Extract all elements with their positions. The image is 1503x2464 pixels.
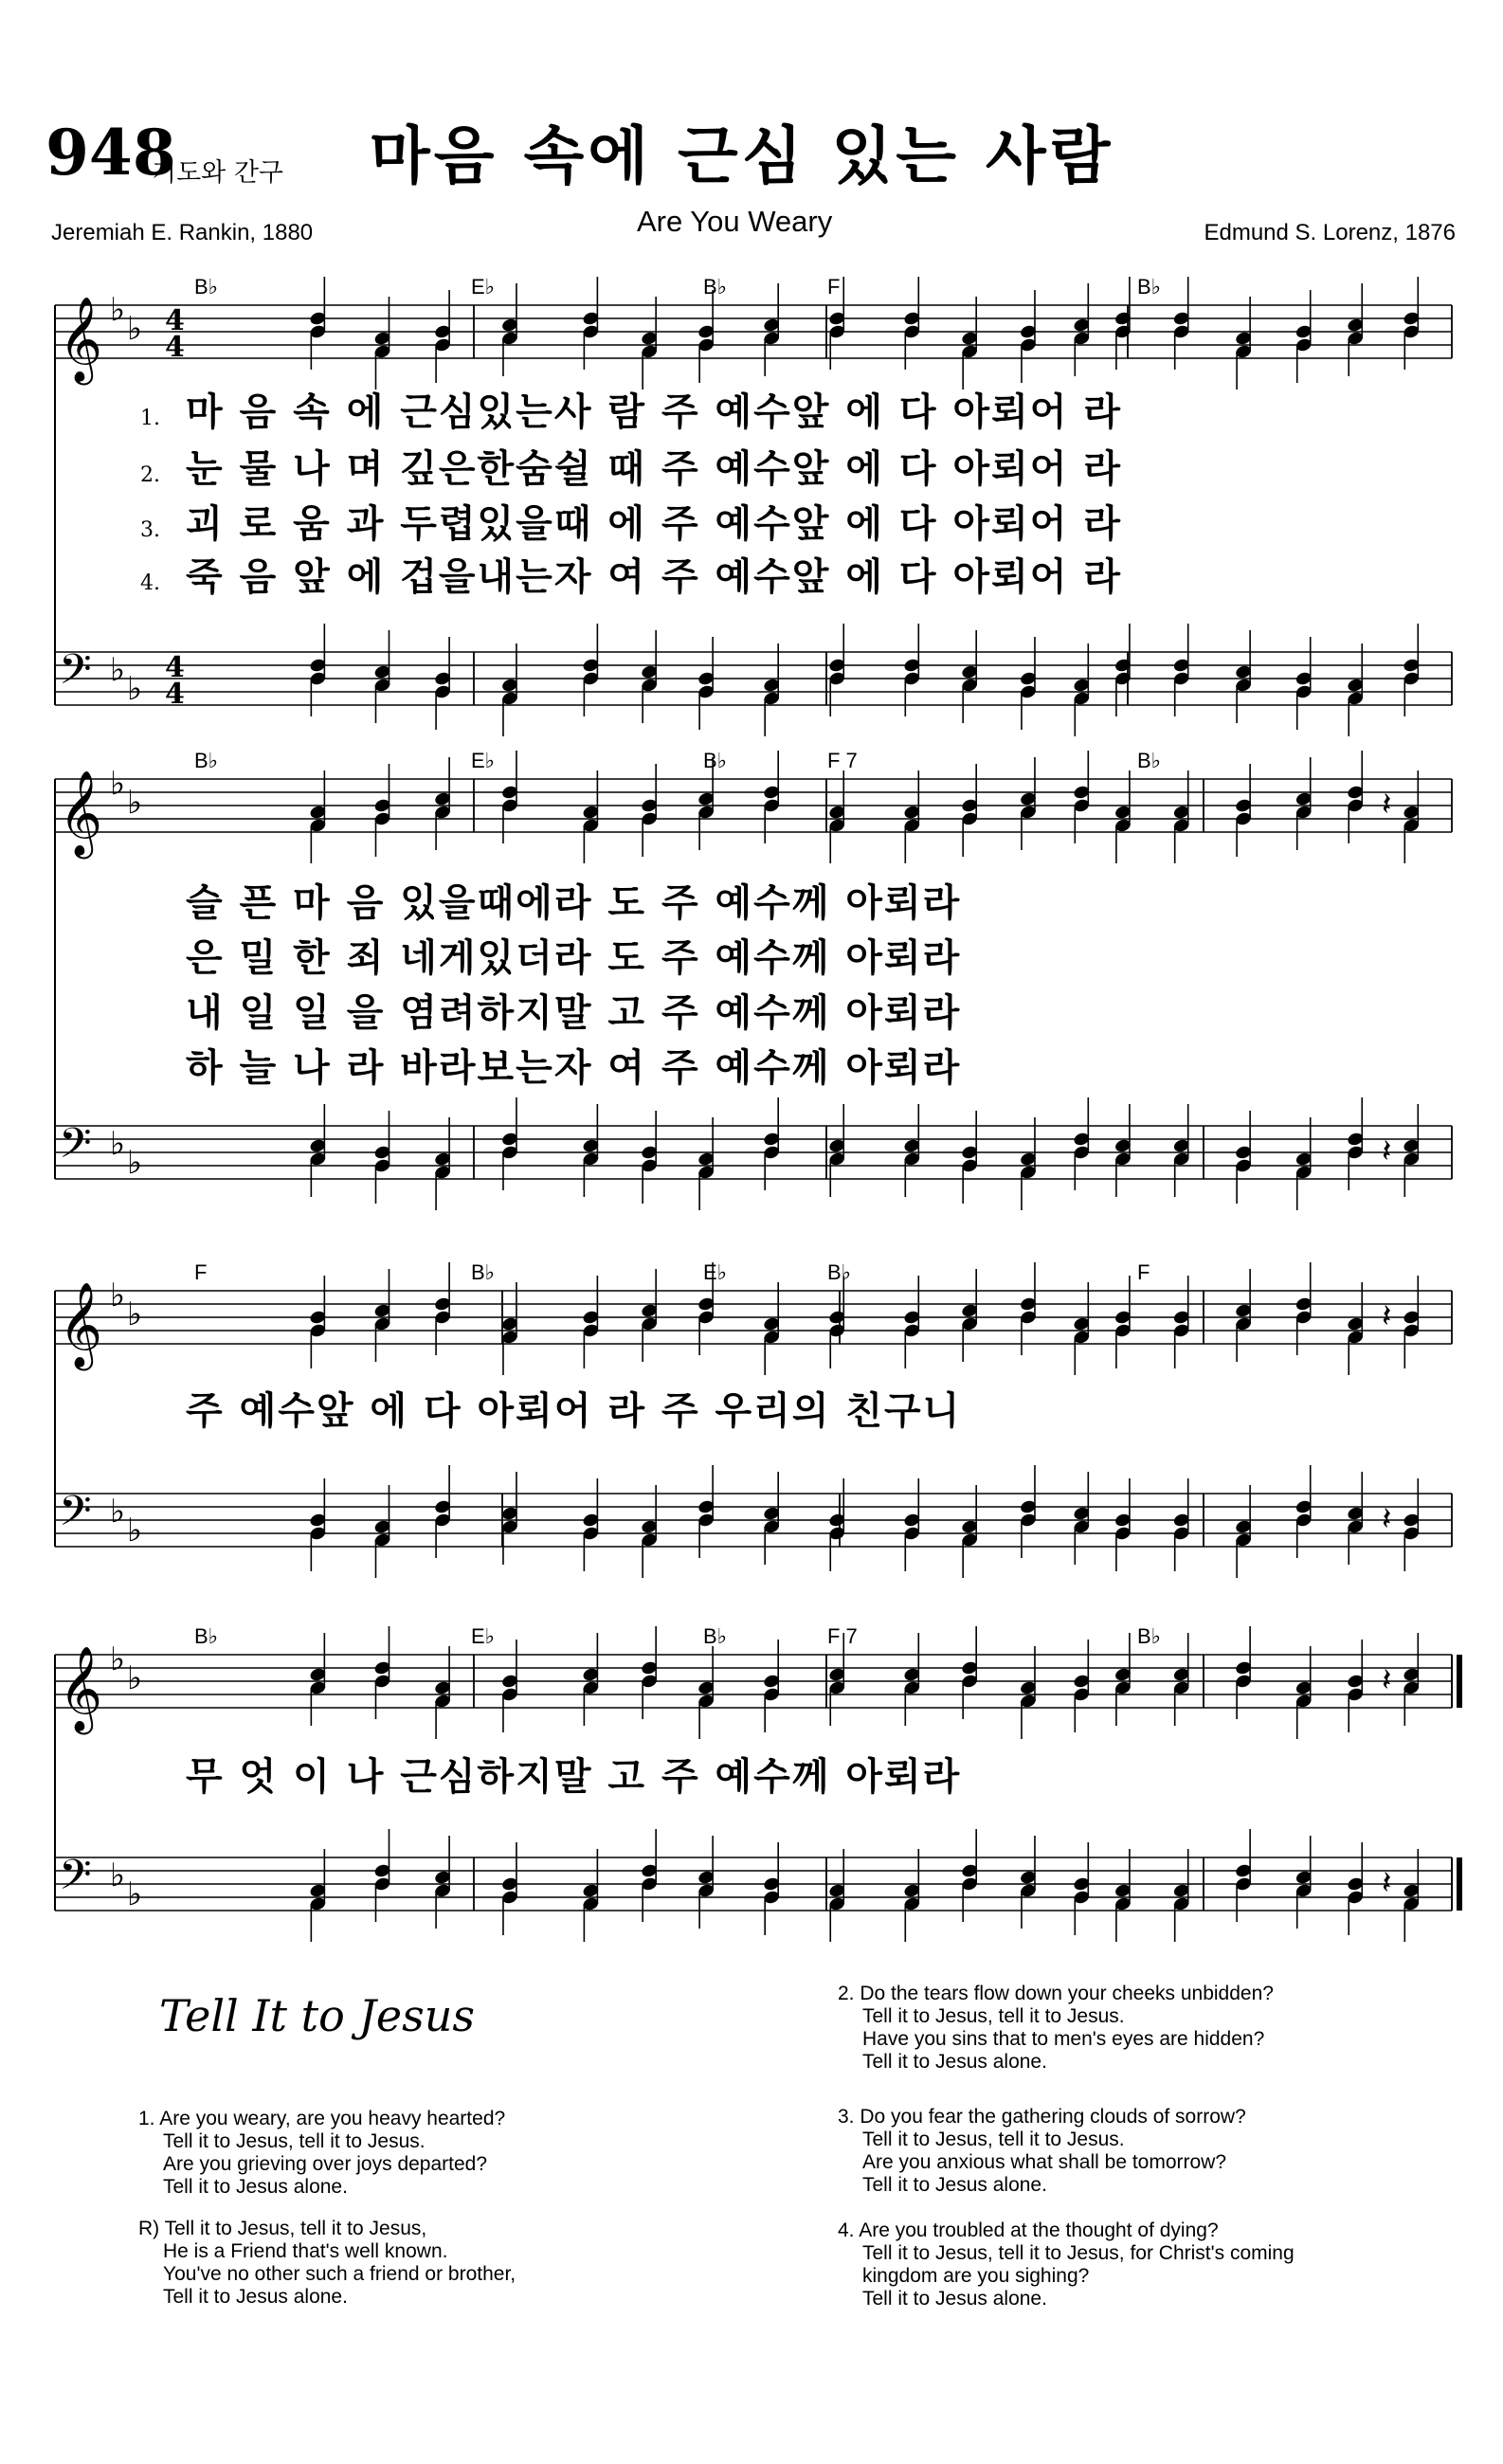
hymn-category: 기도와 간구 bbox=[152, 158, 283, 188]
flat-icon: ♭ bbox=[127, 1144, 143, 1182]
verse-line: Tell it to Jesus alone. bbox=[862, 2051, 1047, 2073]
verse-line: Tell it to Jesus alone. bbox=[862, 2174, 1047, 2196]
verse-line: Tell it to Jesus alone. bbox=[862, 2288, 1047, 2310]
rest-icon: 𝄽 bbox=[1382, 1864, 1392, 1902]
lyric-line: 은 밀 한 죄 네게있더라 도 주 예수께 아뢰라 bbox=[186, 936, 962, 980]
chord-symbol: E♭ bbox=[471, 275, 496, 299]
verse-line: 1. Are you weary, are you heavy hearted? bbox=[138, 2108, 506, 2129]
verse-line: Are you grieving over joys departed? bbox=[163, 2153, 488, 2175]
verse-number: 3. bbox=[140, 518, 160, 542]
system-2 bbox=[55, 749, 1452, 1210]
chord-symbol: F 7 bbox=[827, 1624, 858, 1648]
time-signature: 4 bbox=[165, 331, 185, 364]
chord-symbol: B♭ bbox=[471, 1260, 496, 1284]
flat-icon: ♭ bbox=[127, 1875, 143, 1913]
flat-icon: ♭ bbox=[127, 784, 143, 822]
lyric-line: 하 늘 나 라 바라보는자 여 주 예수께 아뢰라 bbox=[186, 1046, 962, 1090]
time-signature: 4 bbox=[165, 304, 185, 337]
chord-symbol: E♭ bbox=[703, 1260, 728, 1284]
flat-icon: ♭ bbox=[110, 1857, 126, 1894]
flat-icon: ♭ bbox=[110, 765, 126, 803]
flat-icon: ♭ bbox=[127, 1512, 143, 1549]
lyric-line: 주 예수앞 에 다 아뢰어 라 주 우리의 친구니 bbox=[186, 1389, 962, 1433]
flat-icon: ♭ bbox=[110, 291, 126, 329]
verse-line: Tell it to Jesus alone. bbox=[163, 2176, 348, 2198]
rest-icon: 𝄽 bbox=[1382, 1661, 1392, 1699]
treble-clef-icon: 𝄞 bbox=[59, 1646, 103, 1731]
chord-symbol: B♭ bbox=[1137, 749, 1162, 772]
english-refrain bbox=[138, 2218, 516, 2309]
rest-icon: 𝄽 bbox=[1382, 786, 1392, 824]
flat-icon: ♭ bbox=[127, 670, 143, 708]
verse-line: Have you sins that to men's eyes are hidden? bbox=[862, 2028, 1265, 2050]
flat-icon: ♭ bbox=[110, 651, 126, 689]
lyric-line: 무 엇 이 나 근심하지말 고 주 예수께 아뢰라 bbox=[186, 1755, 962, 1799]
lyric-line: 마 음 속 에 근심있는사 람 주 예수앞 에 다 아뢰어 라 bbox=[186, 390, 1122, 434]
verse-number: 1. bbox=[140, 407, 160, 430]
lyric-line: 괴 로 움 과 두렵있을때 에 주 예수앞 에 다 아뢰어 라 bbox=[186, 502, 1122, 546]
system-1 bbox=[55, 275, 1452, 736]
chord-symbol: E♭ bbox=[471, 749, 496, 772]
flat-icon: ♭ bbox=[110, 1277, 126, 1314]
lyric-line: 죽 음 앞 에 겁을내는자 여 주 예수앞 에 다 아뢰어 라 bbox=[186, 555, 1122, 599]
hymn-subtitle: Are You Weary bbox=[637, 205, 833, 238]
lyric-line: 내 일 일 을 염려하지말 고 주 예수께 아뢰라 bbox=[186, 991, 962, 1035]
verse-line: 3. Do you fear the gathering clouds of sorrow? bbox=[838, 2106, 1246, 2128]
verse-number: 2. bbox=[140, 463, 160, 487]
verse-line: Tell it to Jesus, tell it to Jesus. bbox=[862, 2005, 1125, 2027]
english-verse-1 bbox=[138, 2108, 505, 2199]
flat-icon: ♭ bbox=[127, 310, 143, 348]
verse-line: 4. Are you troubled at the thought of dying? bbox=[838, 2219, 1219, 2241]
chord-symbol: B♭ bbox=[1137, 1624, 1162, 1648]
chord-symbol: F 7 bbox=[827, 749, 858, 772]
flat-icon: ♭ bbox=[110, 1640, 126, 1678]
chord-symbol: F bbox=[827, 275, 841, 299]
verse-line: Tell it to Jesus, tell it to Jesus, for Christ's coming bbox=[862, 2242, 1295, 2264]
rest-icon: 𝄽 bbox=[1382, 1500, 1392, 1538]
bass-clef-icon: 𝄢 bbox=[59, 644, 92, 704]
english-verse-4 bbox=[838, 2219, 1295, 2310]
verse-line: Tell it to Jesus alone. bbox=[163, 2286, 348, 2308]
verse-line: 2. Do the tears flow down your cheeks unbidden? bbox=[838, 1983, 1274, 2004]
flat-icon: ♭ bbox=[127, 1295, 143, 1333]
chord-symbol: B♭ bbox=[703, 749, 728, 772]
flat-icon: ♭ bbox=[110, 1493, 126, 1531]
verse-line: He is a Friend that's well known. bbox=[163, 2240, 448, 2262]
flat-icon: ♭ bbox=[110, 1125, 126, 1163]
chord-symbol: E♭ bbox=[471, 1624, 496, 1648]
rest-icon: 𝄽 bbox=[1382, 1297, 1392, 1335]
chord-symbol: B♭ bbox=[827, 1260, 852, 1284]
verse-line: Are you anxious what shall be tomorrow? bbox=[862, 2151, 1227, 2173]
lyric-line: 눈 물 나 며 깊은한숨쉴 때 주 예수앞 에 다 아뢰어 라 bbox=[186, 447, 1122, 491]
chord-symbol: B♭ bbox=[703, 1624, 728, 1648]
chord-symbol: B♭ bbox=[703, 275, 728, 299]
system-4 bbox=[55, 1624, 1459, 1942]
lyricist: Jeremiah E. Rankin, 1880 bbox=[51, 220, 314, 245]
hymn-title: 마음 속에 근심 있는 사람 bbox=[370, 119, 1114, 192]
chord-symbol: B♭ bbox=[194, 749, 219, 772]
verse-line: kingdom are you sighing? bbox=[862, 2265, 1090, 2287]
composer: Edmund S. Lorenz, 1876 bbox=[1204, 220, 1456, 245]
bass-clef-icon: 𝄢 bbox=[59, 1118, 92, 1178]
english-title: Tell It to Jesus bbox=[159, 1990, 475, 2041]
bass-clef-icon: 𝄢 bbox=[59, 1850, 92, 1910]
flat-icon: ♭ bbox=[127, 1659, 143, 1697]
english-verse-3 bbox=[838, 2106, 1246, 2197]
chord-symbol: F bbox=[194, 1260, 208, 1284]
treble-clef-icon: 𝄞 bbox=[59, 770, 103, 856]
hymn-number: 948 bbox=[45, 116, 176, 190]
treble-clef-icon: 𝄞 bbox=[59, 1282, 103, 1368]
verse-line: Tell it to Jesus, tell it to Jesus. bbox=[163, 2130, 426, 2152]
system-3 bbox=[55, 1260, 1452, 1578]
verse-number: 4. bbox=[140, 571, 160, 595]
chord-symbol: F bbox=[1137, 1260, 1150, 1284]
rest-icon: 𝄽 bbox=[1382, 1132, 1392, 1170]
english-verse-2 bbox=[838, 1983, 1274, 2074]
verse-line: You've no other such a friend or brother, bbox=[163, 2263, 516, 2285]
lyric-line: 슬 픈 마 음 있을때에라 도 주 예수께 아뢰라 bbox=[186, 881, 962, 925]
chord-symbol: B♭ bbox=[1137, 275, 1162, 299]
bass-clef-icon: 𝄢 bbox=[59, 1486, 92, 1546]
verse-line: Tell it to Jesus, tell it to Jesus. bbox=[862, 2129, 1125, 2150]
time-signature: 4 bbox=[165, 651, 185, 684]
treble-clef-icon: 𝄞 bbox=[59, 297, 103, 382]
time-signature: 4 bbox=[165, 678, 185, 711]
chord-symbol: B♭ bbox=[194, 1624, 219, 1648]
chord-symbol: B♭ bbox=[194, 275, 219, 299]
verse-line: R) Tell it to Jesus, tell it to Jesus, bbox=[138, 2218, 427, 2239]
